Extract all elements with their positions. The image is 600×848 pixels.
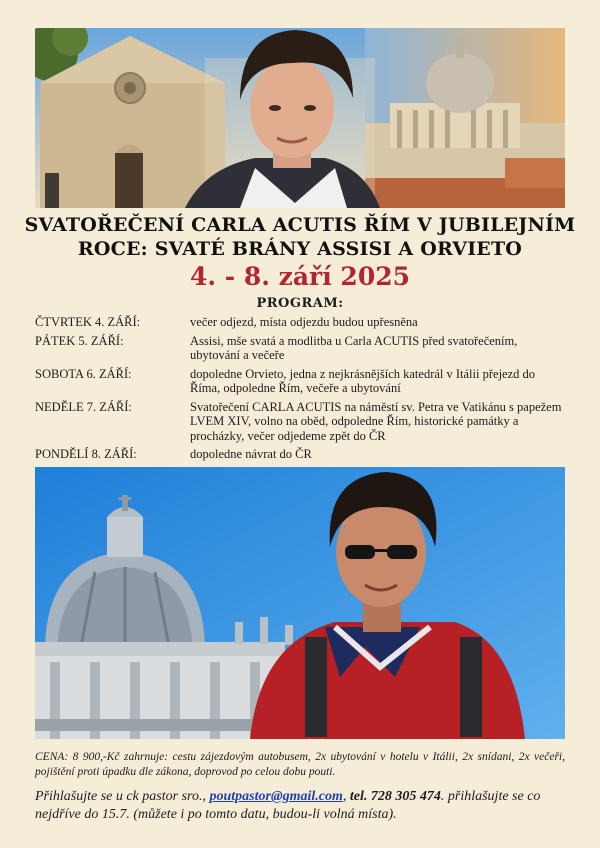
hero-collage-graphic — [35, 28, 565, 208]
signup-deadline: . přihlašujte se co nejdříve do 15.7. (můžete i po tomto datu, budou-li volná místa). — [35, 789, 541, 822]
signup-info — [35, 788, 565, 824]
event-title — [20, 213, 580, 261]
program-heading: PROGRAM: — [256, 296, 344, 311]
vatican-portrait-image — [35, 467, 565, 739]
schedule-day: PÁTEK 5. ZÁŘÍ: — [35, 333, 124, 348]
schedule-description: Assisi, mše svatá a modlitba u Carla ACUTIS před svatořečením, ubytování a večeře — [190, 333, 518, 362]
schedule-list — [35, 315, 565, 466]
schedule-day: PONDĚLÍ 8. ZÁŘÍ: — [35, 447, 137, 461]
signup-separator: , — [342, 789, 350, 804]
schedule-day: SOBOTA 6. ZÁŘÍ: — [35, 366, 132, 381]
vatican-portrait-graphic — [35, 467, 565, 739]
title-line-1: SVATOŘEČENÍ CARLA ACUTIS ŘÍM V JUBILEJNÍM — [24, 214, 576, 236]
schedule-row — [35, 367, 565, 396]
event-dates: 4. - 8. září 2025 — [189, 262, 411, 291]
schedule-day: ČTVRTEK 4. ZÁŘÍ: — [35, 315, 141, 329]
schedule-row — [35, 447, 565, 462]
schedule-row — [35, 400, 565, 444]
schedule-description: Svatořečení CARLA ACUTIS na náměstí sv. Petra ve Vatikánu s papežem LVEM XIV, volno na oběd, odpoledne Řím, historické památky a procházky, večer odjedeme zpět do ČR — [190, 399, 562, 443]
schedule-description: dopoledne návrat do ČR — [190, 447, 312, 461]
signup-intro: Přihlašujte se u ck pastor sro., — [35, 789, 210, 804]
schedule-description: dopoledne Orvieto, jedna z nejkrásnějších katedrál v Itálii přejezd do Říma, odpoledne Řím, večeře a ubytování — [190, 366, 536, 395]
title-line-2: ROCE: SVATÉ BRÁNY ASSISI A ORVIETO — [77, 238, 523, 260]
schedule-row — [35, 334, 565, 363]
schedule-description: večer odjezd, místa odjezdu budou upřesněna — [190, 315, 418, 329]
price-info: CENA: 8 900,-Kč zahrnuje: cestu zájezdovým autobusem, 2x ubytování v hotelu v Itálii, 2x snídani, 2x večeři, pojištění proti úpadku dle zákona, doprovod po celou dobu pouti. — [35, 751, 565, 778]
hero-collage-image — [35, 28, 565, 208]
schedule-day: NEDĚLE 7. ZÁŘÍ: — [35, 399, 132, 414]
schedule-row — [35, 315, 565, 330]
phone-number: tel. 728 305 474 — [349, 789, 441, 804]
email-link[interactable]: poutpastor@gmail.com — [209, 789, 343, 804]
